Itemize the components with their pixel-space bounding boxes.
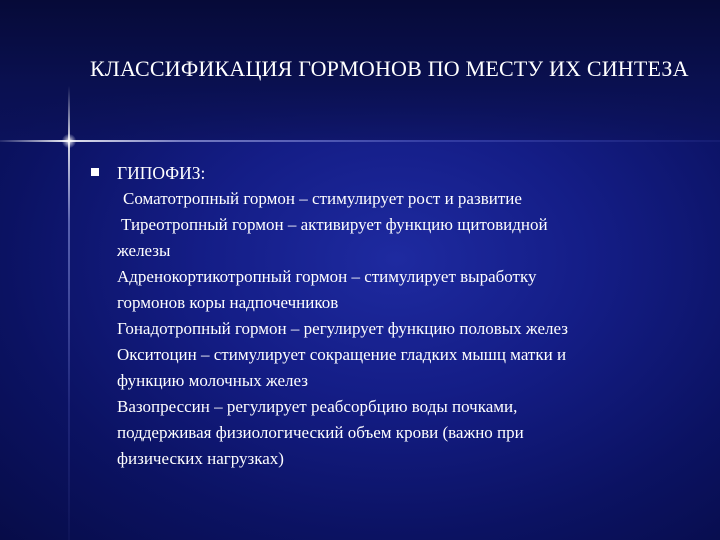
list-item: Адренокортикотропный гормон – стимулирует выработку xyxy=(117,267,537,286)
list-item-continuation: физических нагрузках) xyxy=(117,449,284,468)
decorative-horizontal-line xyxy=(0,140,720,142)
list-item: Тиреотропный гормон – активирует функцию щитовидной xyxy=(121,215,548,234)
list-item-continuation: функцию молочных желез xyxy=(117,371,309,390)
slide-title: КЛАССИФИКАЦИЯ ГОРМОНОВ ПО МЕСТУ ИХ СИНТЕЗА xyxy=(90,56,689,81)
bullet-heading-row xyxy=(88,160,688,186)
decorative-spark xyxy=(62,134,76,148)
list-item: Соматотропный гормон – стимулирует рост и развитие xyxy=(123,189,522,208)
list-item: Гонадотропный гормон – регулирует функцию половых желез xyxy=(117,319,568,338)
list-item: Окситоцин – стимулирует сокращение гладких мышц матки и xyxy=(117,345,567,364)
square-bullet-icon xyxy=(91,168,99,176)
slide-body xyxy=(88,160,688,472)
decorative-vertical-line xyxy=(68,86,70,540)
bullet-heading: ГИПОФИЗ: xyxy=(117,163,206,183)
list-item-continuation: железы xyxy=(117,241,171,260)
list-item: Вазопрессин – регулирует реабсорбцию воды почками, xyxy=(117,397,518,416)
list-item-continuation: гормонов коры надпочечников xyxy=(117,293,339,312)
list-item-continuation: поддерживая физиологический объем крови (важно при xyxy=(117,423,524,442)
